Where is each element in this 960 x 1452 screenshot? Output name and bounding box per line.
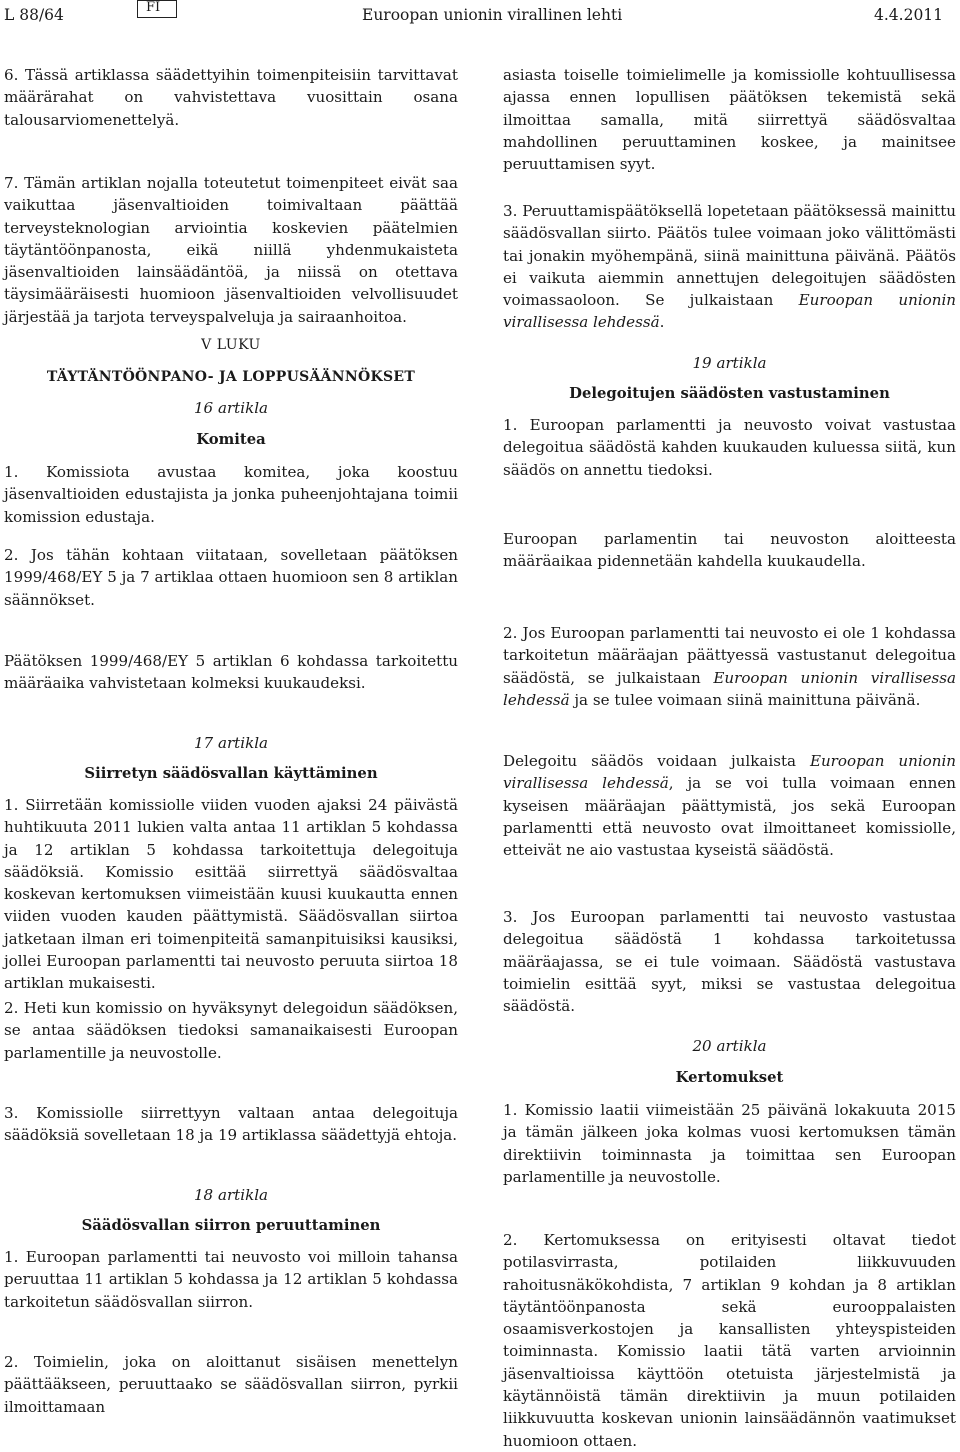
article-18-paragraph-1: 1. Euroopan parlamentti tai neuvosto voi milloin tahansa peruuttaa 11 artiklan 5 kohdassa ja 12 artiklan 5 kohdassa tarkoitetun säädösvallan siirron. — [4, 1248, 458, 1311]
article-17-title: Siirretyn säädösvallan käyttäminen — [84, 765, 378, 782]
article-19-title: Delegoitujen säädösten vastustaminen — [569, 385, 890, 402]
language-code-box: FI — [137, 0, 177, 18]
article-18-paragraph-3: 3. Peruuttamispäätöksellä lopetetaan päätöksessä mainittu säädösvallan siirto. Päätös tulee voimaan joko välittömästi tai jonakin myöhempänä, siinä mainittuna päivänä. Päätös ei vaikuta aiemmin annettujen delegoitujen säädösten voimassaoloon. Se julkaistaan Euroopan unionin virallisessa lehdessä. — [503, 202, 956, 332]
paragraph-7: 7. Tämän artiklan nojalla toteutetut toimenpiteet eivät saa vaikuttaa jäsenvaltioiden toimivaltaan päättää terveysteknologian arviointia koskevien päätelmien täytäntöönpanosta, eikä niillä yhdenmukaisteta jäsenvaltioiden lainsäädäntöä, ja niissä on otettava täysimääräisesti huomioon jäsenvaltioiden velvollisuudet järjestää ja tarjota terveyspalveluja ja sairaanhoitoa. — [4, 174, 458, 326]
article-19-paragraph-1-continued: Euroopan parlamentin tai neuvoston aloitteesta määräaikaa pidennetään kahdella kuukaudella. — [503, 530, 956, 571]
article-20-paragraph-1: 1. Komissio laatii viimeistään 25 päivänä lokakuuta 2015 ja tämän jälkeen joka kolmas vuosi kertomuksen tämän direktiivin toiminnasta ja toimittaa sen Euroopan parlamentille ja neuvostolle. — [503, 1101, 956, 1186]
page-reference: L 88/64 — [4, 6, 64, 24]
right-column — [503, 0, 957, 1450]
article-17-paragraph-2: 2. Heti kun komissio on hyväksynyt delegoidun säädöksen, se antaa säädöksen tiedoksi samanaikaisesti Euroopan parlamentille ja neuvostolle. — [4, 999, 458, 1062]
article-20-number: 20 artikla — [692, 1037, 767, 1055]
article-18-title: Säädösvallan siirron peruuttaminen — [81, 1217, 381, 1234]
chapter-title: TÄYTÄNTÖÖNPANO- JA LOPPUSÄÄNNÖKSET — [46, 369, 416, 385]
article-16-title: Komitea — [196, 431, 266, 448]
article-16-number: 16 artikla — [193, 399, 269, 417]
article-17-paragraph-3: 3. Komissiolle siirrettyyn valtaan antaa delegoituja säädöksiä sovelletaan 18 ja 19 artiklassa säädettyjä ehtoja. — [4, 1104, 458, 1145]
chapter-number: V LUKU — [201, 337, 261, 353]
article-19-paragraph-2: 2. Jos Euroopan parlamentti tai neuvosto ei ole 1 kohdassa tarkoitetun määräajan päättyessä vastustanut delegoitua säädöstä, se julkaistaan Euroopan unionin virallisessa lehdessä ja se tulee voimaan siinä mainittuna päivänä. — [503, 624, 956, 709]
article-20-title: Kertomukset — [675, 1069, 784, 1086]
article-17-number: 17 artikla — [193, 734, 269, 752]
article-18-number: 18 artikla — [193, 1186, 269, 1204]
publication-date: 4.4.2011 — [874, 6, 944, 24]
continued-paragraph: asiasta toiselle toimielimelle ja komissiolle kohtuullisessa ajassa ennen lopullisen päätöksen tekemistä sekä ilmoittaa samalla, mitä siirrettyä säädösvaltaa mahdollinen peruuttaminen koskee, ja mainitsee peruuttamisen syyt. — [503, 66, 956, 174]
article-19-paragraph-1: 1. Euroopan parlamentti ja neuvosto voivat vastustaa delegoitua säädöstä kahden kuukauden kuluessa siitä, kun säädös on annettu tiedoksi. — [503, 416, 956, 479]
article-20-paragraph-2: 2. Kertomuksessa on erityisesti oltavat tiedot potilasvirrasta, potilaiden liikkuvuuden rahoitusnäkökohdista, 7 artiklan 9 kohdan ja 8 artiklan täytäntöönpanosta sekä eurooppalaisten osaamisverkostojen ja kansallisten yhteyspisteiden toiminnasta. Komissio laatii tätä varten arvioinnin jäsenvaltioissa käyttöön otetuista järjestelmistä ja käytännöistä tämän direktiivin ja muun potilaiden liikkuvuutta koskevan unionin lainsäädännön vaatimukset huomioon ottaen. — [503, 1231, 956, 1450]
article-16-paragraph-1: 1. Komissiota avustaa komitea, joka koostuu jäsenvaltioiden edustajista ja jonka puheenjohtajana toimii komission edustaja. — [4, 463, 458, 526]
journal-title: Euroopan unionin virallinen lehti — [362, 6, 623, 24]
article-17-paragraph-1: 1. Siirretään komissiolle viiden vuoden ajaksi 24 päivästä huhtikuuta 2011 lukien valta antaa 11 artiklan 5 kohdassa ja 12 artiklan 5 kohdassa tarkoitettuja delegoituja säädöksiä. Komissio esittää siirrettyä säädösvaltaa koskevan kertomuksen viimeistään kuusi kuukautta ennen viiden vuoden kauden päättymistä. Säädösvallan siirtoa jatketaan ilman eri toimenpiteitä samanpituisiksi kausiksi, jollei Euroopan parlamentti tai neuvosto peruuta siirtoa 18 artiklan mukaisesti. — [4, 796, 458, 993]
article-19-paragraph-2-continued: Delegoitu säädös voidaan julkaista Euroopan unionin virallisessa lehdessä, ja se voi tulla voimaan ennen kyseisen määräajan päättymistä, jos sekä Euroopan parlamentti että neuvosto ovat ilmoittaneet komissiolle, etteivät ne aio vastustaa kyseistä säädöstä. — [503, 752, 957, 860]
article-18-paragraph-2: 2. Toimielin, joka on aloittanut sisäisen menettelyn päättääkseen, peruuttaako se säädösvallan siirron, pyrkii ilmoittamaan — [4, 1353, 458, 1416]
article-19-number: 19 artikla — [692, 354, 767, 372]
paragraph-6: 6. Tässä artiklassa säädettyihin toimenpiteisiin tarvittavat määrärahat on vahvistettava vuosittain osana talousarviomenettelyä. — [4, 66, 458, 129]
article-16-paragraph-3: Päätöksen 1999/468/EY 5 artiklan 6 kohdassa tarkoitettu määräaika vahvistetaan kolmeksi kuukaudeksi. — [4, 652, 458, 693]
article-16-paragraph-2: 2. Jos tähän kohtaan viitataan, sovelletaan päätöksen 1999/468/EY 5 ja 7 artiklaa ottaen huomioon sen 8 artiklan säännökset. — [4, 546, 458, 609]
left-column — [4, 0, 458, 1416]
article-19-paragraph-3: 3. Jos Euroopan parlamentti tai neuvosto vastustaa delegoitua säädöstä 1 kohdassa tarkoitetussa määräajassa, se ei tule voimaan. Säädöstä vastustava toimielin esittää syyt, miksi se vastustaa delegoitua säädöstä. — [503, 908, 956, 1016]
